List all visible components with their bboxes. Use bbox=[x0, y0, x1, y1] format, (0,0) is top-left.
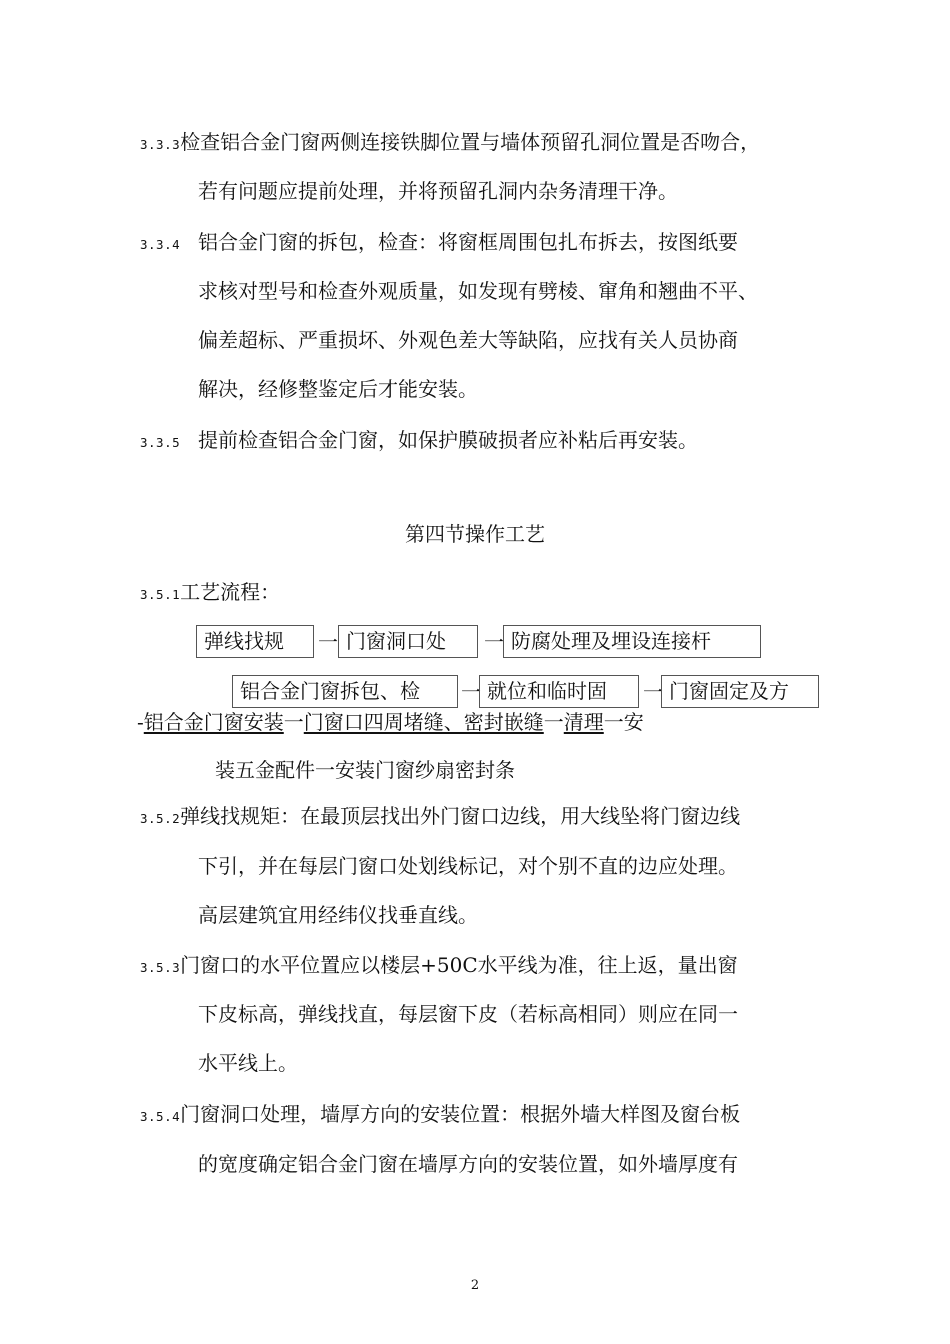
clause-text: 提前检查铝合金门窗，如保护膜破损者应补粘后再安装。 bbox=[198, 428, 698, 452]
paragraph-3-3-3-line-1 bbox=[140, 128, 760, 159]
paragraph-3-3-4-line-2: 求核对型号和检查外观质量，如发现有劈棱、窜角和翘曲不平、 bbox=[198, 279, 758, 303]
clause-text: 弹线找规矩：在最顶层找出外门窗口边线，用大线坠将门窗边线 bbox=[180, 804, 741, 828]
flow-box-fixing: 门窗固定及方 bbox=[661, 675, 819, 708]
paragraph-3-5-2-line-1 bbox=[140, 802, 740, 833]
flow-lead-dash: - bbox=[137, 710, 144, 734]
flow-box-positioning: 就位和临时固 bbox=[479, 675, 639, 708]
flow-separator: 一 bbox=[484, 630, 504, 654]
flow-separator: 一 bbox=[318, 630, 338, 654]
paragraph-3-3-4-line-1 bbox=[140, 228, 738, 259]
flow-separator: 一 bbox=[603, 710, 624, 734]
flow-separator: 一 bbox=[283, 710, 304, 734]
clause-number: 3.3.3 bbox=[140, 137, 181, 152]
paragraph-3-3-4-line-3: 偏差超标、严重损坏、外观色差大等缺陷，应找有关人员协商 bbox=[198, 328, 738, 352]
flow-box-anticorrosion: 防腐处理及埋设连接杆 bbox=[503, 625, 761, 658]
flow-separator: 一 bbox=[543, 710, 564, 734]
clause-number: 3.5.1 bbox=[140, 587, 181, 602]
flow-row-3 bbox=[137, 708, 644, 736]
flow-step-continue: 安 bbox=[623, 710, 644, 734]
clause-text: 门窗口的水平位置应以楼层+50C水平线为准，往上返，量出窗 bbox=[180, 953, 738, 977]
clause-number: 3.3.5 bbox=[140, 435, 181, 450]
flow-separator: 一 bbox=[643, 680, 663, 704]
clause-text: 门窗洞口处理，墙厚方向的安装位置：根据外墙大样图及窗台板 bbox=[180, 1102, 741, 1126]
page-number: 2 bbox=[470, 1278, 480, 1293]
flow-row-4: 装五金配件一安装门窗纱扇密封条 bbox=[215, 758, 515, 782]
clause-number: 3.5.3 bbox=[140, 960, 181, 975]
paragraph-3-5-4-line-2: 的宽度确定铝合金门窗在墙厚方向的安装位置，如外墙厚度有 bbox=[198, 1152, 738, 1176]
paragraph-3-5-3-line-1 bbox=[140, 951, 738, 982]
paragraph-3-5-3-line-3: 水平线上。 bbox=[198, 1051, 298, 1075]
section-title: 第四节操作工艺 bbox=[405, 522, 545, 546]
clause-text: 检查铝合金门窗两侧连接铁脚位置与墙体预留孔洞位置是否吻合， bbox=[180, 130, 761, 154]
paragraph-3-5-2-line-3: 高层建筑宜用经纬仪找垂直线。 bbox=[198, 903, 478, 927]
paragraph-3-5-3-line-2: 下皮标高，弹线找直，每层窗下皮（若标高相同）则应在同一 bbox=[198, 1002, 738, 1026]
flow-step-install: 铝合金门窗安装 bbox=[143, 710, 284, 734]
clause-number: 3.5.2 bbox=[140, 811, 181, 826]
flow-box-opening-treatment: 门窗洞口处 bbox=[338, 625, 478, 658]
flow-separator: 一 bbox=[461, 680, 481, 704]
clause-text: 铝合金门窗的拆包，检查：将窗框周围包扎布拆去，按图纸要 bbox=[198, 230, 738, 254]
clause-number: 3.5.4 bbox=[140, 1109, 181, 1124]
paragraph-3-3-3-line-2: 若有问题应提前处理，并将预留孔洞内杂务清理干净。 bbox=[198, 179, 678, 203]
paragraph-3-3-5-line-1 bbox=[140, 426, 698, 457]
paragraph-3-5-4-line-1 bbox=[140, 1100, 740, 1131]
flow-step-sealing: 门窗口四周堵缝、密封嵌缝 bbox=[303, 710, 544, 734]
clause-number: 3.3.4 bbox=[140, 237, 181, 252]
clause-text: 工艺流程： bbox=[180, 580, 281, 604]
flow-box-line-marking: 弹线找规 bbox=[196, 625, 314, 658]
paragraph-3-3-4-line-4: 解决，经修整鉴定后才能安装。 bbox=[198, 377, 478, 401]
flow-step-cleaning: 清理 bbox=[563, 710, 604, 734]
paragraph-3-5-1 bbox=[140, 578, 280, 609]
flow-box-unpack-inspect: 铝合金门窗拆包、检 bbox=[232, 675, 458, 708]
paragraph-3-5-2-line-2: 下引，并在每层门窗口处划线标记，对个别不直的边应处理。 bbox=[198, 854, 738, 878]
